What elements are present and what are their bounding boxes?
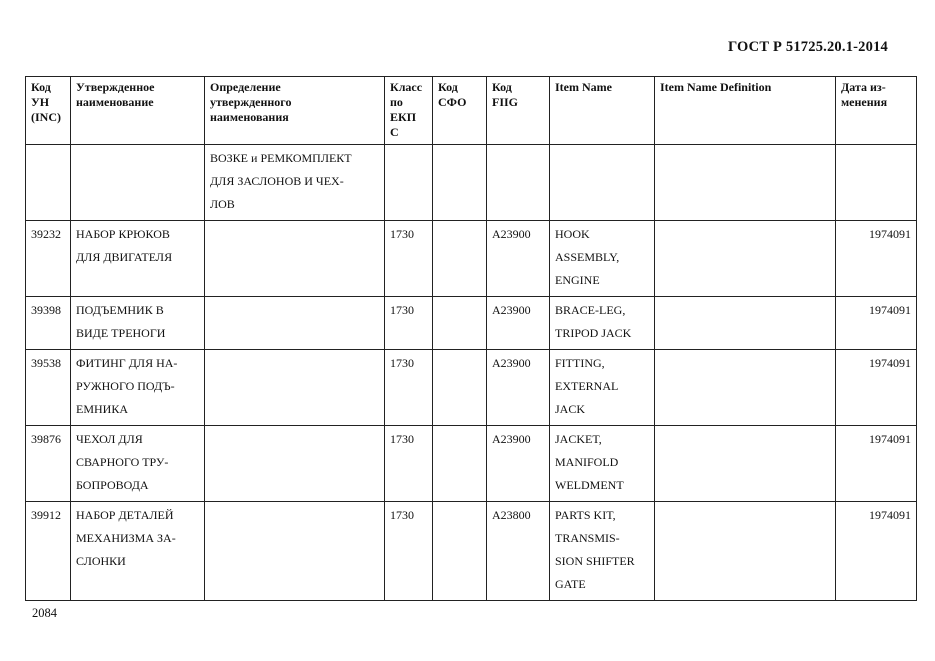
cell-class: 1730 [385, 350, 433, 426]
cell-line: СВАРНОГО ТРУ- [76, 455, 169, 469]
cell-sfo [433, 221, 487, 297]
header-line: FIIG [492, 95, 519, 109]
cell-class: 1730 [385, 297, 433, 350]
table-row [26, 221, 917, 297]
table-row [26, 145, 917, 221]
cell-line: GATE [555, 577, 586, 591]
cell-line: JACKET, [555, 432, 602, 446]
cell-line: MANIFOLD [555, 455, 619, 469]
header-code-inc [26, 77, 71, 145]
cell-definition [205, 426, 385, 502]
catalog-table [25, 76, 917, 601]
cell-approved-name [71, 502, 205, 601]
cell-line: TRIPOD JACK [555, 326, 632, 340]
header-class-ekps [385, 77, 433, 145]
cell-class: 1730 [385, 502, 433, 601]
cell-line: ВИДЕ ТРЕНОГИ [76, 326, 166, 340]
header-line: утвержденного [210, 95, 292, 109]
cell-line: ВОЗКЕ и РЕМКОМПЛЕКТ [210, 151, 352, 165]
cell-fiig: A23900 [487, 221, 550, 297]
cell-code: 39398 [26, 297, 71, 350]
cell-definition [205, 297, 385, 350]
cell-item-definition [655, 426, 836, 502]
cell-date: 1974091 [836, 297, 917, 350]
cell-item-name [550, 297, 655, 350]
header-line: по [390, 95, 403, 109]
header-line: наименования [210, 110, 289, 124]
cell-approved-name [71, 221, 205, 297]
table-header-row [26, 77, 917, 145]
cell-definition [205, 221, 385, 297]
cell-line: ASSEMBLY, [555, 250, 620, 264]
cell-line: БОПРОВОДА [76, 478, 149, 492]
header-line: УН [31, 95, 50, 109]
header-line: Item Name Definition [660, 80, 772, 94]
cell-line: МЕХАНИЗМА ЗА- [76, 531, 176, 545]
cell-line: BRACE-LEG, [555, 303, 626, 317]
cell-date: 1974091 [836, 426, 917, 502]
header-line: Класс [390, 80, 423, 94]
cell-line: СЛОНКИ [76, 554, 126, 568]
header-line: (INC) [31, 110, 61, 124]
header-item-name [550, 77, 655, 145]
cell-line: EXTERNAL [555, 379, 619, 393]
cell-line: ДЛЯ ЗАСЛОНОВ И ЧЕХ- [210, 174, 344, 188]
cell-date: 1974091 [836, 350, 917, 426]
cell-date: 1974091 [836, 221, 917, 297]
cell-line: ENGINE [555, 273, 600, 287]
header-line: Определение [210, 80, 281, 94]
table-row [26, 297, 917, 350]
cell-item-definition [655, 221, 836, 297]
cell-line: НАБОР ДЕТАЛЕЙ [76, 508, 174, 522]
header-line: Утвержденное [76, 80, 155, 94]
cell-line: SION SHIFTER [555, 554, 635, 568]
cell-item-name [550, 145, 655, 221]
header-line: Код [492, 80, 512, 94]
cell-code: 39876 [26, 426, 71, 502]
header-line: Item Name [555, 80, 612, 94]
cell-sfo [433, 350, 487, 426]
cell-code: 39538 [26, 350, 71, 426]
cell-approved-name [71, 145, 205, 221]
header-change-date [836, 77, 917, 145]
cell-class [385, 145, 433, 221]
cell-date [836, 145, 917, 221]
cell-line: ЧЕХОЛ ДЛЯ [76, 432, 143, 446]
cell-line: HOOK [555, 227, 590, 241]
header-line: Дата из- [841, 80, 886, 94]
cell-approved-name [71, 426, 205, 502]
header-approved-name [71, 77, 205, 145]
header-line: наименование [76, 95, 154, 109]
cell-line: ДЛЯ ДВИГАТЕЛЯ [76, 250, 173, 264]
cell-approved-name [71, 297, 205, 350]
cell-definition [205, 502, 385, 601]
cell-item-definition [655, 502, 836, 601]
cell-sfo [433, 297, 487, 350]
cell-date: 1974091 [836, 502, 917, 601]
header-definition [205, 77, 385, 145]
table-row [26, 426, 917, 502]
cell-code [26, 145, 71, 221]
page-number: 2084 [32, 606, 57, 620]
cell-item-name [550, 221, 655, 297]
table-body [26, 145, 917, 601]
cell-line: FITTING, [555, 356, 605, 370]
header-line: ЕКП [390, 110, 417, 124]
cell-sfo [433, 426, 487, 502]
standard-number: ГОСТ Р 51725.20.1-2014 [727, 39, 888, 55]
cell-sfo [433, 502, 487, 601]
cell-line: ПОДЪЕМНИК В [76, 303, 164, 317]
table-row [26, 350, 917, 426]
cell-item-definition [655, 297, 836, 350]
cell-class: 1730 [385, 221, 433, 297]
cell-line: НАБОР КРЮКОВ [76, 227, 170, 241]
header-line: СФО [438, 95, 467, 109]
cell-item-name [550, 502, 655, 601]
header-code-fiig [487, 77, 550, 145]
cell-class: 1730 [385, 426, 433, 502]
cell-line: ФИТИНГ ДЛЯ НА- [76, 356, 178, 370]
cell-code: 39232 [26, 221, 71, 297]
cell-line: PARTS KIT, [555, 508, 616, 522]
cell-line: TRANSMIS- [555, 531, 620, 545]
table-row [26, 502, 917, 601]
header-line: менения [841, 95, 888, 109]
cell-fiig [487, 145, 550, 221]
cell-definition [205, 145, 385, 221]
cell-code: 39912 [26, 502, 71, 601]
cell-line: РУЖНОГО ПОДЪ- [76, 379, 175, 393]
header-line: Код [438, 80, 458, 94]
cell-fiig: A23900 [487, 350, 550, 426]
cell-fiig: A23900 [487, 297, 550, 350]
cell-line: JACK [555, 402, 586, 416]
cell-item-name [550, 426, 655, 502]
cell-line: ЕМНИКА [76, 402, 129, 416]
cell-fiig: A23800 [487, 502, 550, 601]
cell-fiig: A23900 [487, 426, 550, 502]
header-code-sfo [433, 77, 487, 145]
cell-item-definition [655, 350, 836, 426]
cell-item-name [550, 350, 655, 426]
cell-approved-name [71, 350, 205, 426]
header-line: Код [31, 80, 51, 94]
cell-line: WELDMENT [555, 478, 624, 492]
header-item-name-definition [655, 77, 836, 145]
header-line: С [390, 125, 399, 139]
cell-item-definition [655, 145, 836, 221]
cell-definition [205, 350, 385, 426]
cell-line: ЛОВ [210, 197, 235, 211]
cell-sfo [433, 145, 487, 221]
